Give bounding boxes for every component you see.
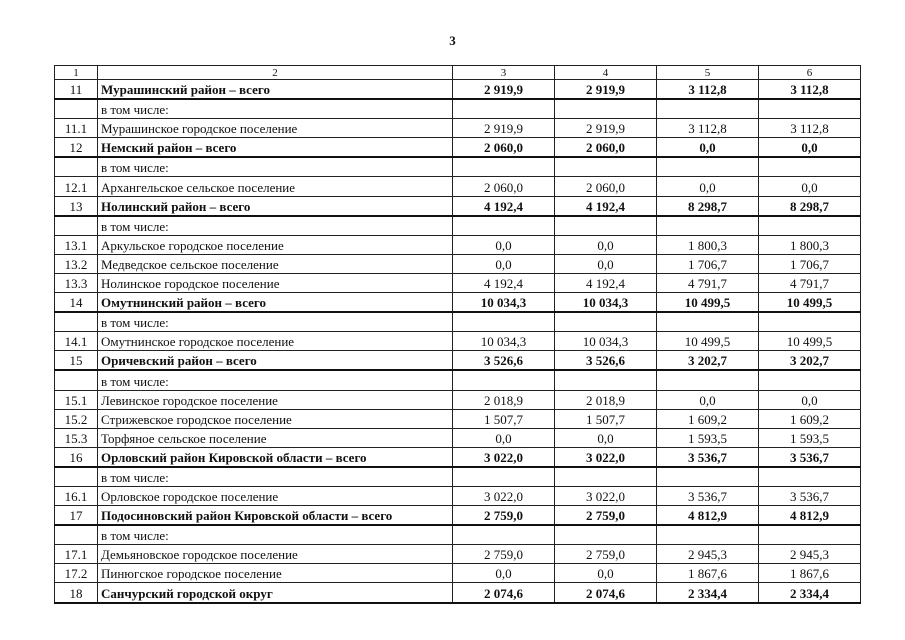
- value-col5-cell: [657, 370, 759, 390]
- row-number-cell: 13.2: [55, 254, 98, 273]
- row-name-cell: в том числе:: [98, 467, 453, 487]
- value-col5-cell: 1 867,6: [657, 564, 759, 583]
- table-row-subheading: [55, 525, 861, 545]
- value-col6-cell: 2 945,3: [759, 545, 861, 564]
- value-col5-cell: 4 791,7: [657, 273, 759, 292]
- value-col3-cell: 2 074,6: [453, 583, 555, 603]
- row-name-cell: в том числе:: [98, 312, 453, 332]
- header-cell-5: 5: [657, 66, 759, 80]
- row-number-cell: [55, 467, 98, 487]
- header-cell-3: 3: [453, 66, 555, 80]
- value-col6-cell: [759, 312, 861, 332]
- value-col5-cell: 3 202,7: [657, 351, 759, 371]
- row-name-cell: Архангельское сельское поселение: [98, 177, 453, 196]
- row-name-cell: Мурашинский район – всего: [98, 80, 453, 100]
- table-row-total: [55, 351, 861, 371]
- value-col6-cell: 1 593,5: [759, 428, 861, 447]
- value-col5-cell: 2 334,4: [657, 583, 759, 603]
- value-col5-cell: 1 706,7: [657, 254, 759, 273]
- table-row: [55, 177, 861, 196]
- value-col6-cell: 1 800,3: [759, 235, 861, 254]
- row-number-cell: 13: [55, 196, 98, 216]
- row-name-cell: Орловское городское поселение: [98, 486, 453, 505]
- value-col5-cell: 0,0: [657, 177, 759, 196]
- value-col6-cell: 10 499,5: [759, 293, 861, 313]
- value-col3-cell: 3 022,0: [453, 486, 555, 505]
- value-col3-cell: 2 018,9: [453, 390, 555, 409]
- row-number-cell: 15: [55, 351, 98, 371]
- value-col4-cell: [555, 467, 657, 487]
- value-col4-cell: 3 022,0: [555, 486, 657, 505]
- table-header-row: [55, 66, 861, 80]
- value-col4-cell: 2 074,6: [555, 583, 657, 603]
- value-col5-cell: 4 812,9: [657, 506, 759, 526]
- row-name-cell: Левинское городское поселение: [98, 390, 453, 409]
- value-col3-cell: 2 759,0: [453, 506, 555, 526]
- value-col6-cell: [759, 525, 861, 545]
- value-col5-cell: 3 112,8: [657, 119, 759, 138]
- table-row: [55, 564, 861, 583]
- table-row-total: [55, 196, 861, 216]
- table-row: [55, 409, 861, 428]
- table-row-subheading: [55, 216, 861, 236]
- value-col5-cell: 1 800,3: [657, 235, 759, 254]
- row-name-cell: в том числе:: [98, 99, 453, 119]
- value-col5-cell: [657, 157, 759, 177]
- row-name-cell: Демьяновское городское поселение: [98, 545, 453, 564]
- table-row-total: [55, 447, 861, 467]
- value-col6-cell: 4 812,9: [759, 506, 861, 526]
- value-col6-cell: 0,0: [759, 138, 861, 158]
- row-number-cell: [55, 312, 98, 332]
- value-col5-cell: 0,0: [657, 390, 759, 409]
- value-col6-cell: 3 202,7: [759, 351, 861, 371]
- row-number-cell: 18: [55, 583, 98, 603]
- value-col4-cell: 2 018,9: [555, 390, 657, 409]
- value-col6-cell: 3 536,7: [759, 447, 861, 467]
- header-cell-1: 1: [55, 66, 98, 80]
- value-col3-cell: 0,0: [453, 564, 555, 583]
- row-name-cell: Подосиновский район Кировской области – всего: [98, 506, 453, 526]
- row-number-cell: 12.1: [55, 177, 98, 196]
- value-col5-cell: 8 298,7: [657, 196, 759, 216]
- value-col3-cell: [453, 157, 555, 177]
- value-col5-cell: 1 609,2: [657, 409, 759, 428]
- row-name-cell: Оричевский район – всего: [98, 351, 453, 371]
- table-row-total: [55, 583, 861, 603]
- value-col4-cell: 4 192,4: [555, 273, 657, 292]
- value-col3-cell: 2 919,9: [453, 80, 555, 100]
- value-col3-cell: 2 060,0: [453, 177, 555, 196]
- value-col6-cell: 3 112,8: [759, 80, 861, 100]
- row-name-cell: Санчурский городской округ: [98, 583, 453, 603]
- value-col5-cell: [657, 312, 759, 332]
- table-row: [55, 235, 861, 254]
- row-number-cell: 16.1: [55, 486, 98, 505]
- value-col4-cell: 2 060,0: [555, 138, 657, 158]
- row-name-cell: Пинюгское городское поселение: [98, 564, 453, 583]
- row-number-cell: 14: [55, 293, 98, 313]
- value-col4-cell: [555, 99, 657, 119]
- table-row-subheading: [55, 370, 861, 390]
- row-number-cell: 17.1: [55, 545, 98, 564]
- value-col3-cell: 3 526,6: [453, 351, 555, 371]
- value-col6-cell: 1 867,6: [759, 564, 861, 583]
- row-number-cell: [55, 216, 98, 236]
- value-col5-cell: [657, 99, 759, 119]
- value-col3-cell: [453, 312, 555, 332]
- row-name-cell: Немский район – всего: [98, 138, 453, 158]
- row-number-cell: 13.3: [55, 273, 98, 292]
- value-col5-cell: 2 945,3: [657, 545, 759, 564]
- value-col3-cell: 4 192,4: [453, 196, 555, 216]
- row-name-cell: Нолинский район – всего: [98, 196, 453, 216]
- value-col4-cell: 0,0: [555, 564, 657, 583]
- row-number-cell: 17.2: [55, 564, 98, 583]
- row-number-cell: [55, 157, 98, 177]
- row-number-cell: 15.3: [55, 428, 98, 447]
- row-number-cell: 14.1: [55, 332, 98, 351]
- value-col6-cell: 2 334,4: [759, 583, 861, 603]
- value-col4-cell: 2 060,0: [555, 177, 657, 196]
- value-col5-cell: 3 536,7: [657, 486, 759, 505]
- value-col4-cell: [555, 157, 657, 177]
- value-col4-cell: 2 919,9: [555, 80, 657, 100]
- table-row-total: [55, 293, 861, 313]
- value-col6-cell: 10 499,5: [759, 332, 861, 351]
- table-row: [55, 486, 861, 505]
- table-row: [55, 332, 861, 351]
- value-col3-cell: 2 919,9: [453, 119, 555, 138]
- value-col5-cell: 10 499,5: [657, 332, 759, 351]
- table-row: [55, 273, 861, 292]
- value-col4-cell: [555, 312, 657, 332]
- row-number-cell: [55, 370, 98, 390]
- row-name-cell: Омутнинский район – всего: [98, 293, 453, 313]
- value-col6-cell: 3 112,8: [759, 119, 861, 138]
- value-col3-cell: 0,0: [453, 235, 555, 254]
- value-col5-cell: 3 112,8: [657, 80, 759, 100]
- value-col4-cell: 0,0: [555, 428, 657, 447]
- value-col3-cell: 0,0: [453, 428, 555, 447]
- row-name-cell: Медведское сельское поселение: [98, 254, 453, 273]
- value-col4-cell: 2 919,9: [555, 119, 657, 138]
- table-row: [55, 545, 861, 564]
- value-col3-cell: 1 507,7: [453, 409, 555, 428]
- value-col6-cell: [759, 99, 861, 119]
- table-row-subheading: [55, 157, 861, 177]
- value-col3-cell: [453, 216, 555, 236]
- budget-table-body: [55, 66, 861, 603]
- table-row: [55, 119, 861, 138]
- row-name-cell: в том числе:: [98, 525, 453, 545]
- table-row-subheading: [55, 312, 861, 332]
- value-col5-cell: 3 536,7: [657, 447, 759, 467]
- table-row: [55, 254, 861, 273]
- row-name-cell: Стрижевское городское поселение: [98, 409, 453, 428]
- value-col4-cell: 2 759,0: [555, 545, 657, 564]
- value-col4-cell: [555, 370, 657, 390]
- value-col4-cell: 10 034,3: [555, 332, 657, 351]
- value-col5-cell: [657, 467, 759, 487]
- value-col6-cell: [759, 370, 861, 390]
- header-cell-6: 6: [759, 66, 861, 80]
- table-row-subheading: [55, 467, 861, 487]
- value-col6-cell: 8 298,7: [759, 196, 861, 216]
- page-number: 3: [449, 33, 456, 48]
- row-number-cell: 13.1: [55, 235, 98, 254]
- value-col5-cell: 10 499,5: [657, 293, 759, 313]
- row-name-cell: Торфяное сельское поселение: [98, 428, 453, 447]
- row-name-cell: Омутнинское городское поселение: [98, 332, 453, 351]
- value-col3-cell: [453, 467, 555, 487]
- value-col4-cell: 0,0: [555, 254, 657, 273]
- budget-table: [54, 65, 861, 604]
- row-number-cell: 15.2: [55, 409, 98, 428]
- value-col4-cell: 1 507,7: [555, 409, 657, 428]
- value-col6-cell: [759, 157, 861, 177]
- table-row: [55, 428, 861, 447]
- value-col6-cell: 0,0: [759, 390, 861, 409]
- value-col3-cell: [453, 525, 555, 545]
- row-name-cell: Нолинское городское поселение: [98, 273, 453, 292]
- value-col4-cell: 3 526,6: [555, 351, 657, 371]
- row-number-cell: 17: [55, 506, 98, 526]
- value-col6-cell: [759, 216, 861, 236]
- value-col3-cell: 3 022,0: [453, 447, 555, 467]
- value-col4-cell: 3 022,0: [555, 447, 657, 467]
- value-col6-cell: 3 536,7: [759, 486, 861, 505]
- table-row-subheading: [55, 99, 861, 119]
- value-col3-cell: 0,0: [453, 254, 555, 273]
- header-cell-2: 2: [98, 66, 453, 80]
- value-col3-cell: 4 192,4: [453, 273, 555, 292]
- value-col3-cell: 10 034,3: [453, 332, 555, 351]
- row-name-cell: в том числе:: [98, 157, 453, 177]
- row-number-cell: [55, 99, 98, 119]
- value-col5-cell: 1 593,5: [657, 428, 759, 447]
- table-row-total: [55, 506, 861, 526]
- row-name-cell: в том числе:: [98, 216, 453, 236]
- row-name-cell: Орловский район Кировской области – всего: [98, 447, 453, 467]
- value-col4-cell: [555, 525, 657, 545]
- row-number-cell: 16: [55, 447, 98, 467]
- value-col3-cell: 10 034,3: [453, 293, 555, 313]
- header-cell-4: 4: [555, 66, 657, 80]
- value-col5-cell: 0,0: [657, 138, 759, 158]
- row-number-cell: 12: [55, 138, 98, 158]
- value-col5-cell: [657, 525, 759, 545]
- value-col3-cell: 2 060,0: [453, 138, 555, 158]
- table-row-total: [55, 138, 861, 158]
- value-col6-cell: 0,0: [759, 177, 861, 196]
- value-col3-cell: [453, 370, 555, 390]
- value-col6-cell: 4 791,7: [759, 273, 861, 292]
- row-name-cell: Аркульское городское поселение: [98, 235, 453, 254]
- value-col6-cell: 1 609,2: [759, 409, 861, 428]
- row-number-cell: 15.1: [55, 390, 98, 409]
- row-name-cell: Мурашинское городское поселение: [98, 119, 453, 138]
- table-row: [55, 390, 861, 409]
- value-col4-cell: 10 034,3: [555, 293, 657, 313]
- value-col4-cell: [555, 216, 657, 236]
- value-col4-cell: 2 759,0: [555, 506, 657, 526]
- row-number-cell: 11: [55, 80, 98, 100]
- value-col4-cell: 0,0: [555, 235, 657, 254]
- value-col6-cell: [759, 467, 861, 487]
- row-name-cell: в том числе:: [98, 370, 453, 390]
- row-number-cell: [55, 525, 98, 545]
- value-col3-cell: [453, 99, 555, 119]
- value-col6-cell: 1 706,7: [759, 254, 861, 273]
- row-number-cell: 11.1: [55, 119, 98, 138]
- table-row-total: [55, 80, 861, 100]
- value-col3-cell: 2 759,0: [453, 545, 555, 564]
- value-col4-cell: 4 192,4: [555, 196, 657, 216]
- value-col5-cell: [657, 216, 759, 236]
